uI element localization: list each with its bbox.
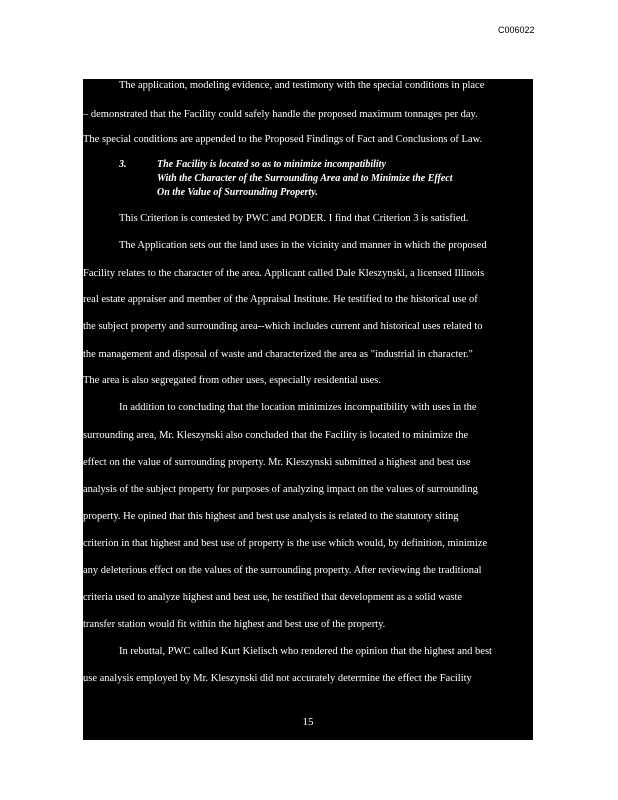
criterion-heading-line: The Facility is located so as to minimize incompatibility xyxy=(157,159,386,170)
document-id: C006022 xyxy=(498,25,535,35)
paragraph-line: In addition to concluding that the location minimizes incompatibility with uses in the xyxy=(119,402,477,413)
paragraph-line: criterion in that highest and best use of property is the use which would, by definition, minimize xyxy=(83,538,488,549)
body-line: – demonstrated that the Facility could safely handle the proposed maximum tonnages per day. xyxy=(83,109,478,120)
paragraph-line: The area is also segregated from other uses, especially residential uses. xyxy=(83,375,381,386)
paragraph-line: any deleterious effect on the values of the surrounding property. After reviewing the traditional xyxy=(83,565,482,576)
paragraph-line: property. He opined that this highest and best use analysis is related to the statutory siting xyxy=(83,511,459,522)
paragraph-line: surrounding area, Mr. Kleszynski also concluded that the Facility is located to minimize the xyxy=(83,430,469,441)
criterion-heading-line: With the Character of the Surrounding Area and to Minimize the Effect xyxy=(157,173,453,184)
paragraph-line: real estate appraiser and member of the Appraisal Institute. He testified to the historical use of xyxy=(83,294,478,305)
paragraph-line: In rebuttal, PWC called Kurt Kielisch who rendered the opinion that the highest and best xyxy=(119,646,492,657)
paragraph-line: the subject property and surrounding area--which includes current and historical uses related to xyxy=(83,321,483,332)
paragraph-line: effect on the value of surrounding property. Mr. Kleszynski submitted a highest and best use xyxy=(83,457,471,468)
paragraph-line: analysis of the subject property for purposes of analyzing impact on the values of surrounding xyxy=(83,484,478,495)
criterion-number: 3. xyxy=(119,159,127,170)
criterion-heading-line: On the Value of Surrounding Property. xyxy=(157,187,318,198)
paragraph-line: transfer station would fit within the highest and best use of the property. xyxy=(83,619,386,630)
paragraph-line: This Criterion is contested by PWC and PODER. I find that Criterion 3 is satisfied. xyxy=(119,213,469,224)
paragraph-line: use analysis employed by Mr. Kleszynski did not accurately determine the effect the Facility xyxy=(83,673,472,684)
document-page xyxy=(83,79,533,740)
paragraph-line: the management and disposal of waste and characterized the area as "industrial in character." xyxy=(83,349,473,360)
paragraph-line: Facility relates to the character of the area. Applicant called Dale Kleszynski, a licensed Illinois xyxy=(83,268,485,279)
paragraph-line: criteria used to analyze highest and best use, he testified that development as a solid waste xyxy=(83,592,463,603)
body-line: The application, modeling evidence, and testimony with the special conditions in place xyxy=(119,80,485,91)
body-line: The special conditions are appended to the Proposed Findings of Fact and Conclusions of Law. xyxy=(83,134,483,145)
paragraph-line: The Application sets out the land uses in the vicinity and manner in which the proposed xyxy=(119,240,487,251)
page-number: 15 xyxy=(302,716,314,728)
